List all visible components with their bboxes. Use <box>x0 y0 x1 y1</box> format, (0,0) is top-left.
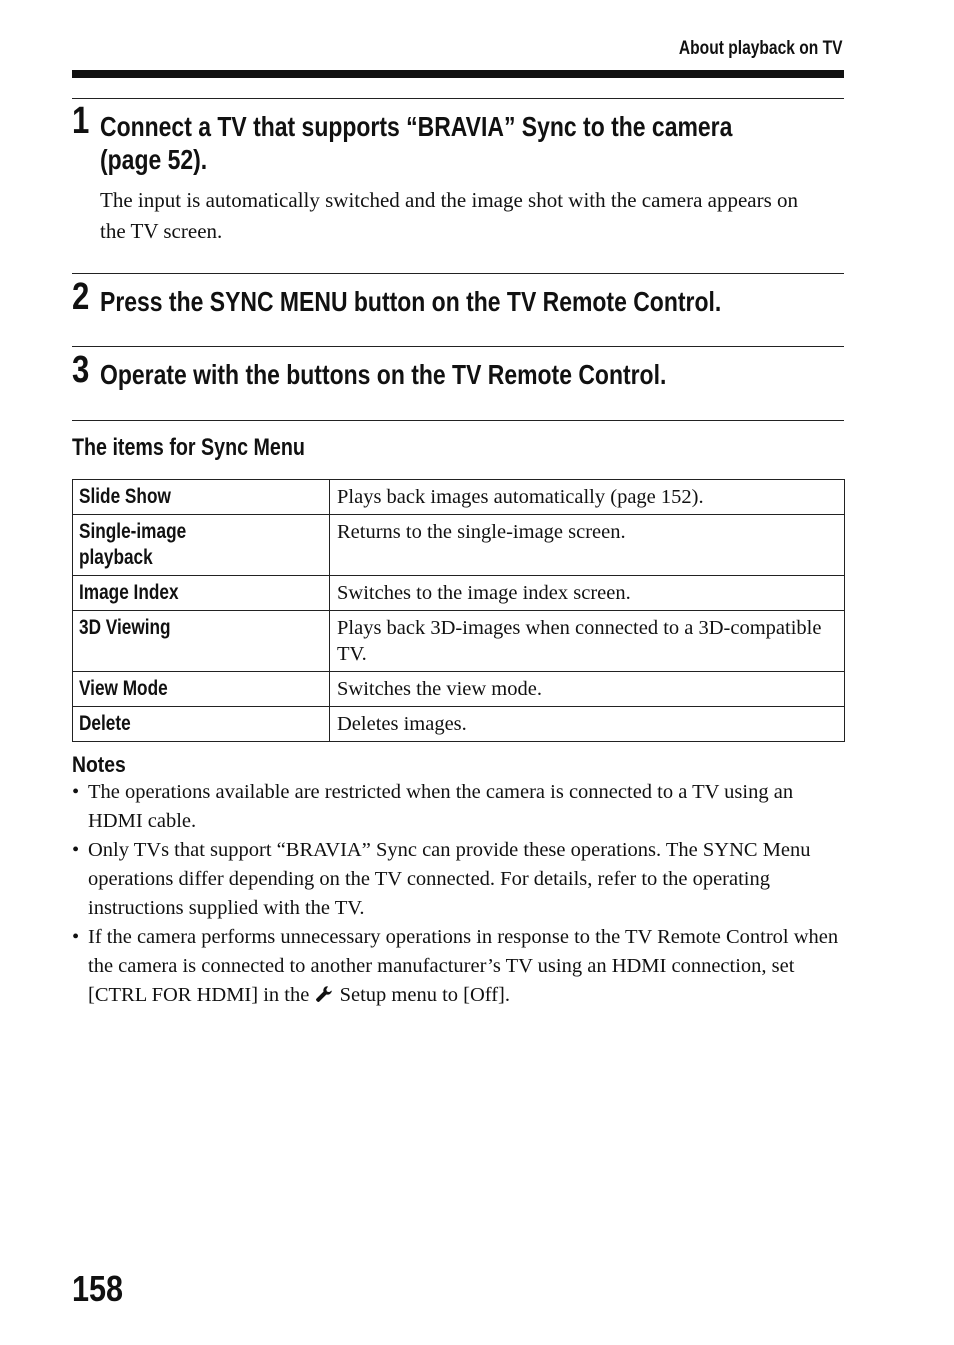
item-cell: Image Index <box>73 576 330 611</box>
wrench-icon <box>314 984 334 1004</box>
section-divider <box>72 420 844 421</box>
item-cell: Single-image playback <box>73 515 330 576</box>
description-cell: Switches the view mode. <box>330 672 845 707</box>
step-divider <box>72 98 844 99</box>
step-divider <box>72 273 844 274</box>
notes-title: Notes <box>72 752 126 777</box>
bullet: • <box>72 839 80 861</box>
bullet: • <box>72 781 80 803</box>
step-title: Connect a TV that supports “BRAVIA” Sync to the camera (page 52). <box>100 111 733 175</box>
notes-list <box>72 778 844 1010</box>
sync-menu-table <box>72 479 845 742</box>
note-item: • The operations available are restricted when the camera is connected to a TV using an HDMI cable. <box>72 778 844 836</box>
step-number: 3 <box>72 349 90 391</box>
note-item: • If the camera performs unnecessary operations in response to the TV Remote Control when the camera is connected to another manufacturer’s TV using an HDMI connection, set [CTRL FOR HDMI] in the Setup menu to [Off]. <box>72 923 844 1010</box>
description-cell: Switches to the image index screen. <box>330 576 845 611</box>
table-row <box>73 611 845 672</box>
step-divider <box>72 346 844 347</box>
item-cell: Delete <box>73 707 330 742</box>
step-description: The input is automatically switched and the image shot with the camera appears on the TV screen. <box>100 188 799 243</box>
table-row <box>73 672 845 707</box>
description-cell: Plays back 3D-images when connected to a 3D-compatible TV. <box>330 611 845 672</box>
table-row <box>73 707 845 742</box>
step-title: Press the SYNC MENU button on the TV Remote Control. <box>100 286 722 317</box>
description-cell: Returns to the single-image screen. <box>330 515 845 576</box>
step-number: 1 <box>72 100 90 142</box>
step-title: Operate with the buttons on the TV Remote Control. <box>100 359 667 390</box>
item-cell: Slide Show <box>73 480 330 515</box>
bullet: • <box>72 926 80 948</box>
item-cell: View Mode <box>73 672 330 707</box>
item-cell: 3D Viewing <box>73 611 330 672</box>
table-row <box>73 480 845 515</box>
page-number: 158 <box>72 1268 124 1309</box>
header-rule <box>72 70 844 78</box>
description-cell: Deletes images. <box>330 707 845 742</box>
section-title: The items for Sync Menu <box>72 434 305 461</box>
description-cell: Plays back images automatically (page 152). <box>330 480 845 515</box>
running-header: About playback on TV <box>679 38 843 59</box>
table-row <box>73 515 845 576</box>
note-item: • Only TVs that support “BRAVIA” Sync can provide these operations. The SYNC Menu operations differ depending on the TV connected. For details, refer to the operating instructions supplied with the TV. <box>72 836 844 923</box>
table-row <box>73 576 845 611</box>
step-number: 2 <box>72 276 90 318</box>
